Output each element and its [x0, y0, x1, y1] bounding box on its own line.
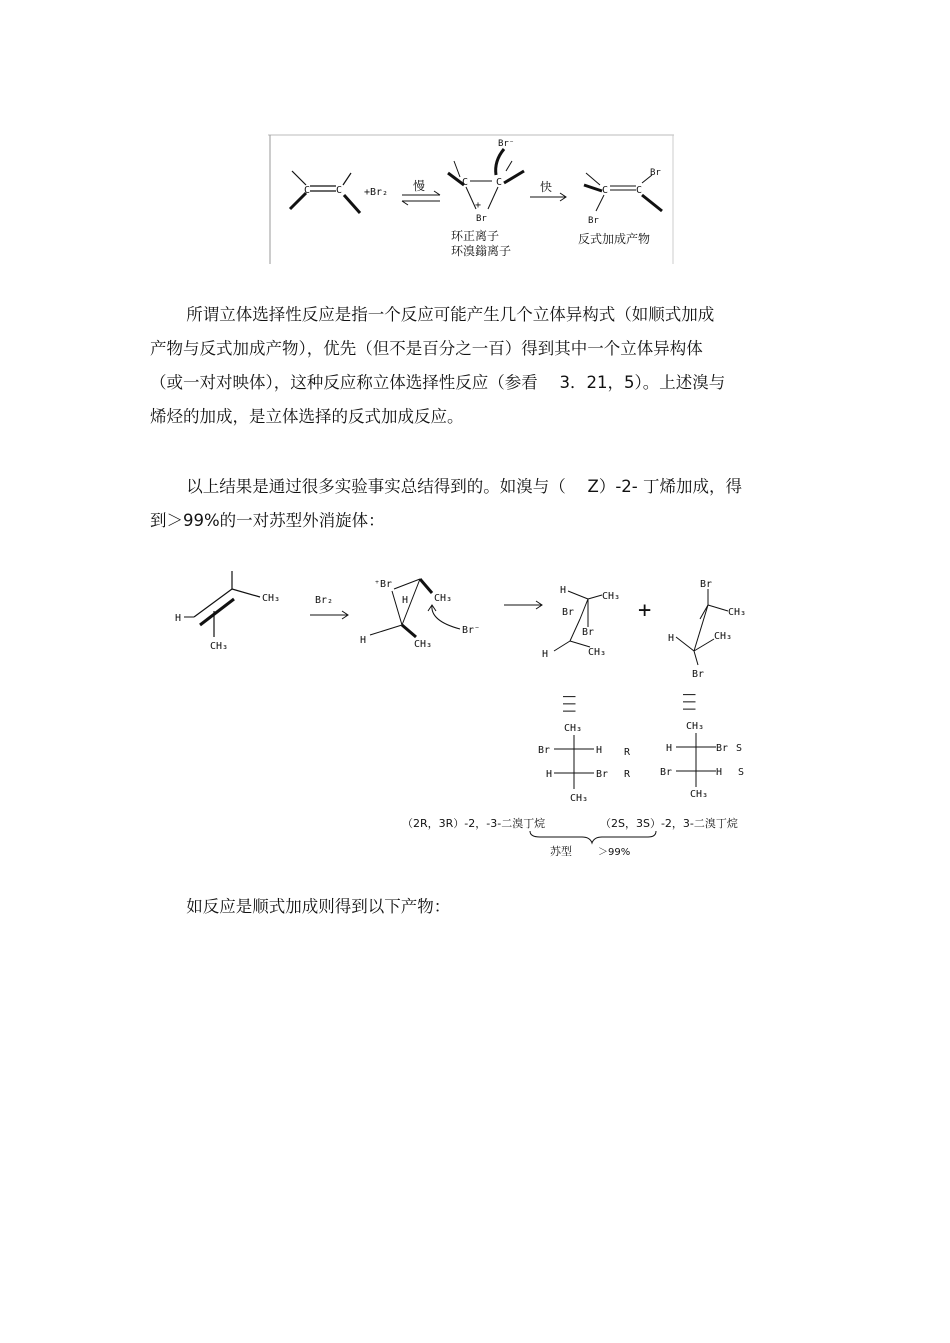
paragraph1-line-4: 烯烃的加成，是立体选择的反式加成反应。	[150, 407, 464, 426]
f1-br-left: Br	[538, 745, 551, 756]
threo-label: 苏型	[550, 845, 572, 858]
product-rr-sawhorse	[542, 585, 620, 660]
f1-ch3-bottom: CH₃	[570, 793, 589, 804]
alkene-structure	[290, 171, 360, 213]
product-carbon-1: C	[602, 185, 609, 196]
bromonium-plus-br: ⁺Br	[374, 579, 393, 590]
p1-br-bottom: Br	[582, 627, 595, 638]
equiv-mark-right: |||	[683, 691, 697, 713]
f2-ch3-top: CH₃	[686, 721, 705, 732]
p1-br-top: Br	[562, 607, 575, 618]
product-arrow	[504, 601, 542, 609]
intermediate-h-left: H	[360, 635, 367, 646]
f1-h-left: H	[546, 769, 553, 780]
yield-label: ＞99%	[598, 847, 631, 858]
plus-br2-reagent: +Br₂	[364, 187, 389, 198]
paragraph1-line-1: 所谓立体选择性反应是指一个反应可能产生几个立体异构式（如顺式加成	[186, 305, 715, 324]
trans-product-structure	[584, 168, 662, 226]
fast-arrow	[530, 193, 566, 201]
name-2s3s: （2S，3S）-2，3-二溴丁烷	[600, 817, 738, 830]
paragraph2-line-1: 以上结果是通过很多实验事实总结得到的。如溴与（ Z）-2- 丁烯加成，得	[186, 477, 742, 496]
paragraph2-line-2: 到＞99%的一对苏型外消旋体：	[150, 511, 385, 530]
product-ss-sawhorse	[668, 579, 746, 680]
bromonium-intermediate-structure	[360, 579, 480, 650]
ion-name-1: 环正离子	[451, 229, 500, 243]
z-2-butene-bromination-figure	[170, 565, 780, 865]
z-2-butene-structure	[175, 571, 280, 652]
attacking-bromide: Br⁻	[462, 625, 481, 636]
f2-br-right: Br	[716, 743, 729, 754]
paragraph3-line: 如反应是顺式加成则得到以下产物：	[186, 897, 451, 916]
bromonium-ion-structure	[448, 139, 524, 224]
threo-brace	[530, 831, 656, 843]
br2-reagent: Br₂	[315, 595, 334, 606]
bromonium-mechanism-figure	[268, 133, 676, 266]
p2-ch3-top: CH₃	[728, 607, 747, 618]
f2-ch3-bottom: CH₃	[690, 789, 709, 800]
alkene-carbon-2: C	[336, 185, 343, 196]
fischer-projection-rr	[538, 723, 631, 804]
product-bottom-bromine: Br	[588, 216, 599, 226]
f1-h-right: H	[596, 745, 603, 756]
f2-br-left: Br	[660, 767, 673, 778]
butene-ch3-bottom: CH₃	[210, 641, 229, 652]
positive-charge: +	[475, 200, 482, 211]
product-carbon-2: C	[636, 185, 643, 196]
alkene-carbon-1: C	[304, 185, 311, 196]
fast-label: 快	[540, 180, 553, 194]
p1-h-top: H	[560, 585, 567, 596]
p1-ch3-top: CH₃	[602, 591, 621, 602]
paragraph1-line-3: （或一对对映体），这种反应称立体选择性反应（参看 3．21，5）。上述溴与	[150, 373, 726, 392]
product-name: 反式加成产物	[578, 232, 651, 246]
paragraph1-line-2: 产物与反式加成产物），优先（但不是百分之一百）得到其中一个立体异构体	[150, 339, 703, 358]
f2-h-right: H	[716, 767, 723, 778]
fischer-projection-ss	[660, 721, 744, 800]
f2-s-bottom: S	[738, 767, 745, 778]
experimental-evidence-paragraph	[150, 470, 810, 538]
f1-r-top: R	[624, 747, 631, 758]
slow-label: 慢	[413, 179, 426, 193]
f1-br-right: Br	[596, 769, 609, 780]
p1-ch3-bottom: CH₃	[588, 647, 607, 658]
p2-h: H	[668, 633, 675, 644]
intermediate-ch3-bottom: CH₃	[414, 639, 433, 650]
p2-ch3-mid: CH₃	[714, 631, 733, 642]
p2-br-bottom: Br	[692, 669, 705, 680]
bridging-bromine: Br	[476, 214, 487, 224]
product-top-bromine: Br	[650, 168, 661, 178]
p1-h-bottom: H	[542, 649, 549, 660]
syn-addition-paragraph	[150, 890, 810, 924]
equilibrium-arrow	[402, 191, 440, 205]
name-2r3r: （2R，3R）-2，-3-二溴丁烷	[402, 817, 546, 830]
br2-addition-arrow	[310, 595, 348, 619]
ion-name-2: 环溴鎓离子	[451, 244, 512, 258]
bromide-anion: Br⁻	[498, 139, 515, 149]
stereoselective-definition-paragraph	[150, 298, 810, 434]
f2-h-left: H	[666, 743, 673, 754]
ion-carbon-1: C	[462, 177, 469, 188]
p2-br-top: Br	[700, 579, 713, 590]
intermediate-ch3-top: CH₃	[434, 593, 453, 604]
butene-h: H	[175, 613, 182, 624]
products-plus-sign: +	[638, 598, 652, 623]
intermediate-h-top: H	[402, 595, 409, 606]
f1-ch3-top: CH₃	[564, 723, 583, 734]
equiv-mark-left: |||	[563, 693, 577, 715]
butene-ch3-right: CH₃	[262, 593, 281, 604]
f1-r-bottom: R	[624, 769, 631, 780]
f2-s-top: S	[736, 743, 743, 754]
ion-carbon-2: C	[496, 177, 503, 188]
